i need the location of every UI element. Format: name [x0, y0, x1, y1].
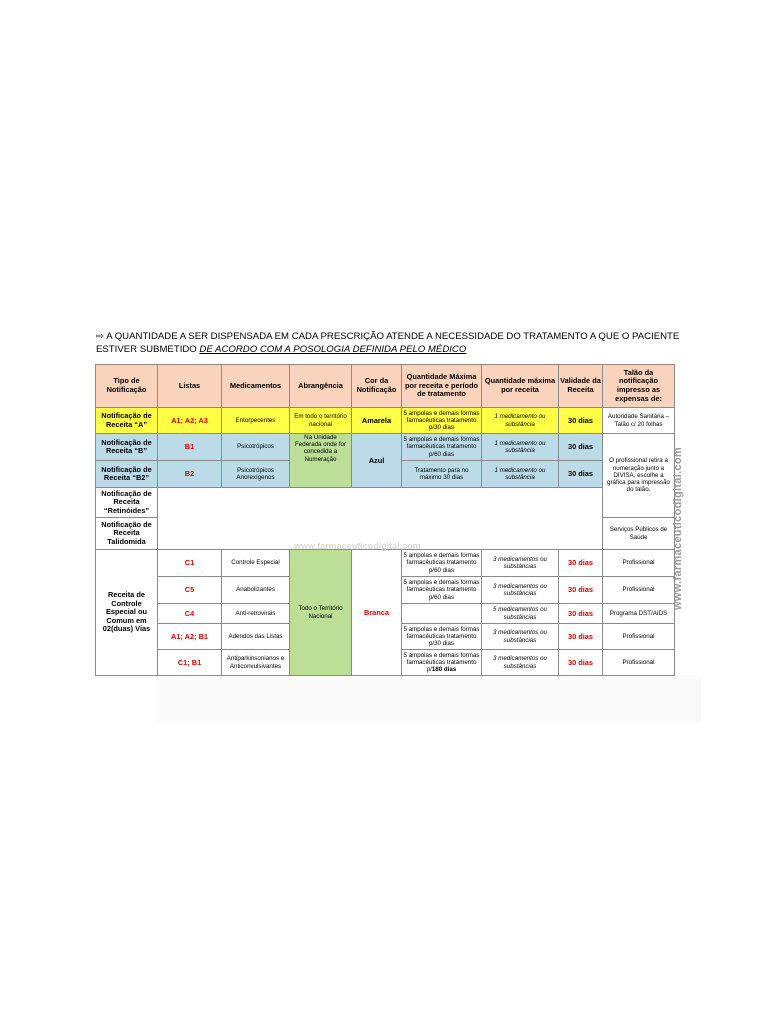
row-a-cor: Amarela: [352, 408, 402, 434]
row-b2-listas: B2: [158, 461, 222, 488]
row-a-qmax: 1 medicamento ou substância: [482, 408, 559, 434]
intro-line-1-text: A QUANTIDADE A SER DISPENSADA EM CADA PRESCRIÇÃO ATENDE A NECESSIDADE DO TRATAMENTO A QUE O PACIENTE: [106, 331, 680, 342]
row-a-abr: Em todo o território nacional: [290, 408, 352, 434]
row-c4-qtd: [402, 604, 482, 624]
row-c5-qmax: 3 medicamentos ou substâncias: [482, 577, 559, 604]
row-antiparkinsonianos-med: Antiparkinsonianos e Anticonvulsivantes: [222, 650, 290, 676]
header-listas: Listas: [158, 365, 222, 408]
row-antiparkinsonianos-qtd: [402, 650, 482, 676]
intro-line-2-text: ESTIVER SUBMETIDO: [96, 344, 200, 355]
header-talao: Talão da notificação impresso as expensas de:: [603, 365, 675, 408]
row-b2-qmax: 1 medicamento ou substância: [482, 461, 559, 488]
row-a-listas: A1; A2; A3: [158, 408, 222, 434]
header-qtd-max: Quantidade Máxima por receita e período de tratamento: [402, 365, 482, 408]
row-b-listas: B1: [158, 434, 222, 461]
row-controle-cor: Branca: [352, 550, 402, 676]
intro-line-2: [96, 343, 696, 356]
row-b-tipo: Notificação de Receita “B”: [96, 434, 158, 461]
header-medicamentos: Medicamentos: [222, 365, 290, 408]
row-b2-qtd: Tratamento para no máximo 30 dias: [402, 461, 482, 488]
row-c5-talao: Profissional: [603, 577, 675, 604]
table-row: [96, 550, 675, 577]
row-a-med: Entorpecentes: [222, 408, 290, 434]
row-c5-listas: C5: [158, 577, 222, 604]
notification-table: [95, 364, 675, 676]
row-antiparkinsonianos-talao: Profissional: [603, 650, 675, 676]
row-b2-validade: 30 dias: [559, 461, 603, 488]
row-b2-med: Psicotrópicos Anorexígenos: [222, 461, 290, 488]
row-a-validade: 30 dias: [559, 408, 603, 434]
row-c4-talao: Programa DST/AIDS: [603, 604, 675, 624]
header-abrangencia: Abrangência: [290, 365, 352, 408]
row-c1-validade: 30 dias: [559, 550, 603, 577]
row-c1-listas: C1: [158, 550, 222, 577]
row-c4-qmax: 5 medicamentos ou substâncias: [482, 604, 559, 624]
row-adendos-listas: A1; A2; B1: [158, 624, 222, 650]
scan-shadow: [156, 675, 701, 723]
watermark-side-text: www.farmaceuticodigital.com: [672, 447, 684, 610]
row-c1-qtd: 5 ampolas e demais formas farmacêuticas tratamento p/60 dias: [402, 550, 482, 577]
row-c5-qtd: 5 ampolas e demais formas farmacêuticas tratamento p/60 dias: [402, 577, 482, 604]
table-header-row: [96, 365, 675, 408]
row-antiparkinsonianos-listas: C1; B1: [158, 650, 222, 676]
row-controle-tipo: Receita de Controle Especial ou Comum em 02(duas) Vias: [96, 550, 158, 676]
row-adendos-talao: Profissional: [603, 624, 675, 650]
row-retinoides-tipo: Notificação de Receita “Retinóides”: [96, 488, 158, 518]
watermark-middle: www.farmaceuticodigital.com: [294, 541, 421, 551]
row-c1-qmax: 3 medicamentos ou substâncias: [482, 550, 559, 577]
header-qtd-max-receita: Quantidade máxima por receita: [482, 365, 559, 408]
row-c4-validade: 30 dias: [559, 604, 603, 624]
row-c5-validade: 30 dias: [559, 577, 603, 604]
intro-line-1: [96, 330, 696, 343]
row-c1-med: Controle Especial: [222, 550, 290, 577]
row-talidomida-tipo: Notificação de Receita Talidomida: [96, 518, 158, 550]
row-a-qtd: 5 ampolas e demais formas farmacêuticas tratamento p/30 dias: [402, 408, 482, 434]
row-b-talao: O profissional retira a numeração junto a DIVISA, escolhe a gráfica para impressão do talão.: [603, 434, 675, 518]
row-adendos-qtd: 5 ampolas e demais formas farmacêuticas tratamento p/30 dias: [402, 624, 482, 650]
row-adendos-med: Adendos das Listas: [222, 624, 290, 650]
row-b-qtd: 5 ampolas e demais formas farmacêuticas tratamento p/60 dias: [402, 434, 482, 461]
qtd-bold: 180 dias: [431, 666, 457, 674]
row-adendos-validade: 30 dias: [559, 624, 603, 650]
header-validade: Validade da Receita: [559, 365, 603, 408]
table-row: [96, 434, 675, 461]
row-c4-med: Anti-retrovirais: [222, 604, 290, 624]
row-c5-med: Anabolizantes: [222, 577, 290, 604]
row-controle-abr: Todo o Território Nacional: [290, 550, 352, 676]
header-cor: Cor da Notificação: [352, 365, 402, 408]
intro-text: [96, 330, 696, 356]
row-c1-talao: Profissional: [603, 550, 675, 577]
row-b2-tipo: Notificação de Receita “B2”: [96, 461, 158, 488]
arrow-icon: ⇨: [96, 331, 105, 342]
row-b-abr: Na Unidade Federada onde for concedida a Numeração: [290, 434, 352, 488]
row-b-cor: Azul: [352, 434, 402, 488]
table-row: [96, 408, 675, 434]
row-c4-listas: C4: [158, 604, 222, 624]
table-row: [96, 488, 675, 518]
intro-line-2-underlined: DE ACORDO COM A POSOLOGIA DEFINIDA PELO MÉDICO: [199, 344, 467, 355]
row-antiparkinsonianos-validade: 30 dias: [559, 650, 603, 676]
row-a-talao: Autoridade Sanitária – Talão c/ 20 folhas: [603, 408, 675, 434]
row-antiparkinsonianos-qmax: 3 medicamentos ou substâncias: [482, 650, 559, 676]
row-b-med: Psicotrópicos: [222, 434, 290, 461]
qtd-prefix: 5 ampolas e demais formas farmacêuticas tratamento p/: [403, 651, 480, 674]
row-a-tipo: Notificação de Receita “A”: [96, 408, 158, 434]
row-b-qmax: 1 medicamento ou substância: [482, 434, 559, 461]
row-talidomida-talao: Serviços Públicos de Saúde: [603, 518, 675, 550]
header-tipo: Tipo de Notificação: [96, 365, 158, 408]
row-adendos-qmax: 3 medicamentos ou substâncias: [482, 624, 559, 650]
row-b-validade: 30 dias: [559, 434, 603, 461]
